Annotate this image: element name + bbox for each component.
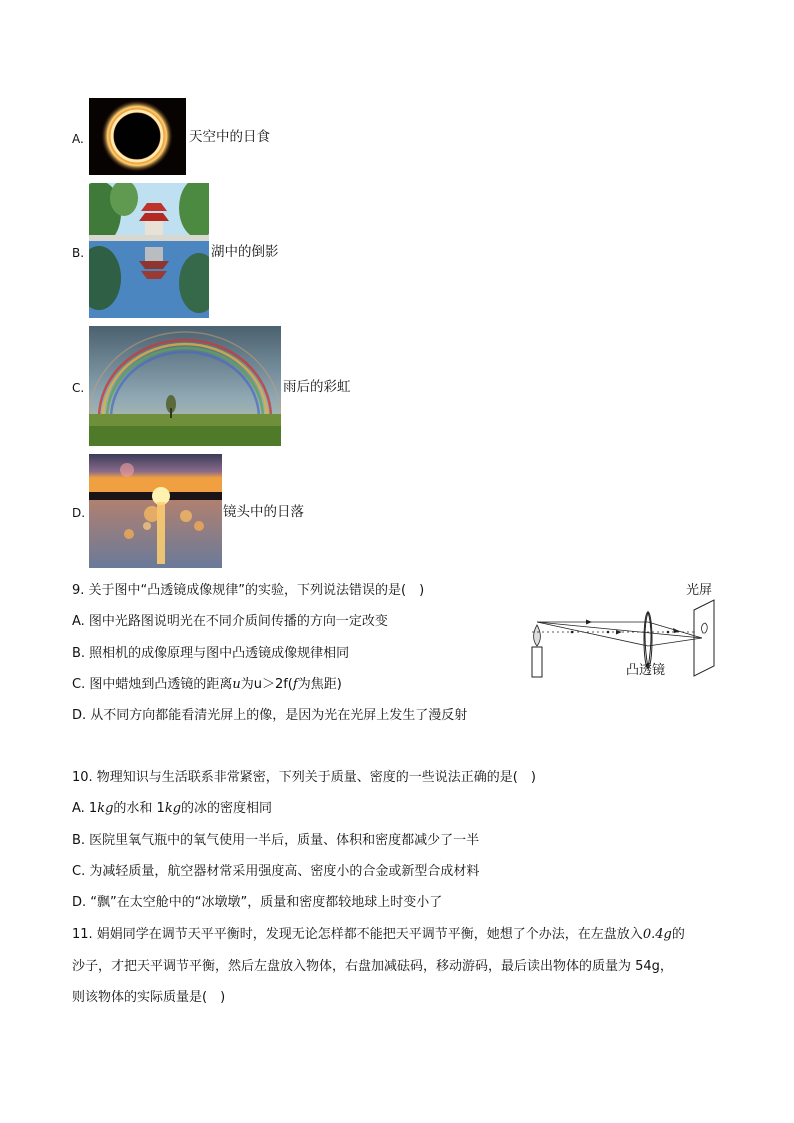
option-c-part: 为u＞2f( (240, 677, 293, 692)
option-a-text (72, 800, 272, 818)
sunset-lens-flare-image (89, 454, 222, 568)
stem-part: 11. 娟娟同学在调节天平平衡时，发现无论怎样都不能把天平调节平衡，她想了个办法，在左盘放入 (72, 927, 643, 942)
option-letter: C. (72, 381, 85, 395)
option-caption: 雨后的彩虹 (283, 379, 351, 395)
screen-label: 光屏 (686, 583, 713, 598)
option-letter: B. (72, 246, 85, 260)
option-a-part: 的冰的密度相同 (181, 801, 273, 816)
candle-flame (534, 625, 541, 646)
candle-body (532, 647, 542, 677)
option-c-text (72, 676, 342, 694)
question-stem: 9. 关于图中“凸透镜成像规律”的实验，下列说法错误的是( ) (72, 583, 425, 598)
option-b-text: B. 照相机的成像原理与图中凸透镜成像规律相同 (72, 646, 350, 661)
option-caption: 天空中的日食 (189, 129, 270, 145)
light-screen (694, 600, 714, 676)
solar-eclipse-ring-image (89, 98, 186, 175)
option-b-text: B. 医院里氧气瓶中的氧气使用一半后，质量、体积和密度都减少了一半 (72, 833, 480, 848)
pavilion-lake-reflection-image (89, 183, 209, 318)
option-a-part: 的水和 1 (113, 801, 165, 816)
question-stem-line1 (72, 926, 685, 944)
convex-lens-shape (645, 612, 651, 668)
rainbow-field-image (89, 326, 281, 446)
option-c-part: 为焦距) (297, 677, 342, 692)
option-letter: A. (72, 132, 84, 146)
option-caption: 湖中的倒影 (211, 244, 279, 260)
option-caption: 镜头中的日落 (223, 504, 304, 520)
option-a-part: A. 1 (72, 801, 98, 816)
option-c-part: C. 图中蜡烛到凸透镜的距离 (72, 677, 233, 692)
unit-kg: kg (97, 801, 114, 816)
lens-label: 凸透镜 (626, 663, 666, 678)
mass-value: 0.4g (642, 927, 672, 942)
variable-f: f (292, 677, 298, 692)
variable-u: u (232, 677, 241, 692)
unit-kg: kg (164, 801, 182, 816)
option-d-text: D. “飘”在太空舱中的“冰墩墩”，质量和密度都较地球上时变小了 (72, 895, 443, 910)
option-a-text: A. 图中光路图说明光在不同介质间传播的方向一定改变 (72, 614, 388, 629)
question-stem-line2: 沙子，才把天平调节平衡，然后左盘放入物体，右盘加减砝码，移动游码，最后读出物体的质量为 54g， (72, 959, 673, 974)
option-d-text: D. 从不同方向都能看清光屏上的像，是因为光在光屏上发生了漫反射 (72, 708, 468, 723)
option-c-text: C. 为减轻质量，航空器材常采用强度高、密度小的合金或新型合成材料 (72, 864, 480, 879)
convex-lens-diagram (522, 580, 732, 685)
question-stem-line3: 则该物体的实际质量是( ) (72, 990, 226, 1005)
stem-part: 的 (671, 927, 685, 942)
option-letter: D. (72, 506, 86, 520)
question-stem: 10. 物理知识与生活联系非常紧密，下列关于质量、密度的一些说法正确的是( ) (72, 770, 536, 785)
